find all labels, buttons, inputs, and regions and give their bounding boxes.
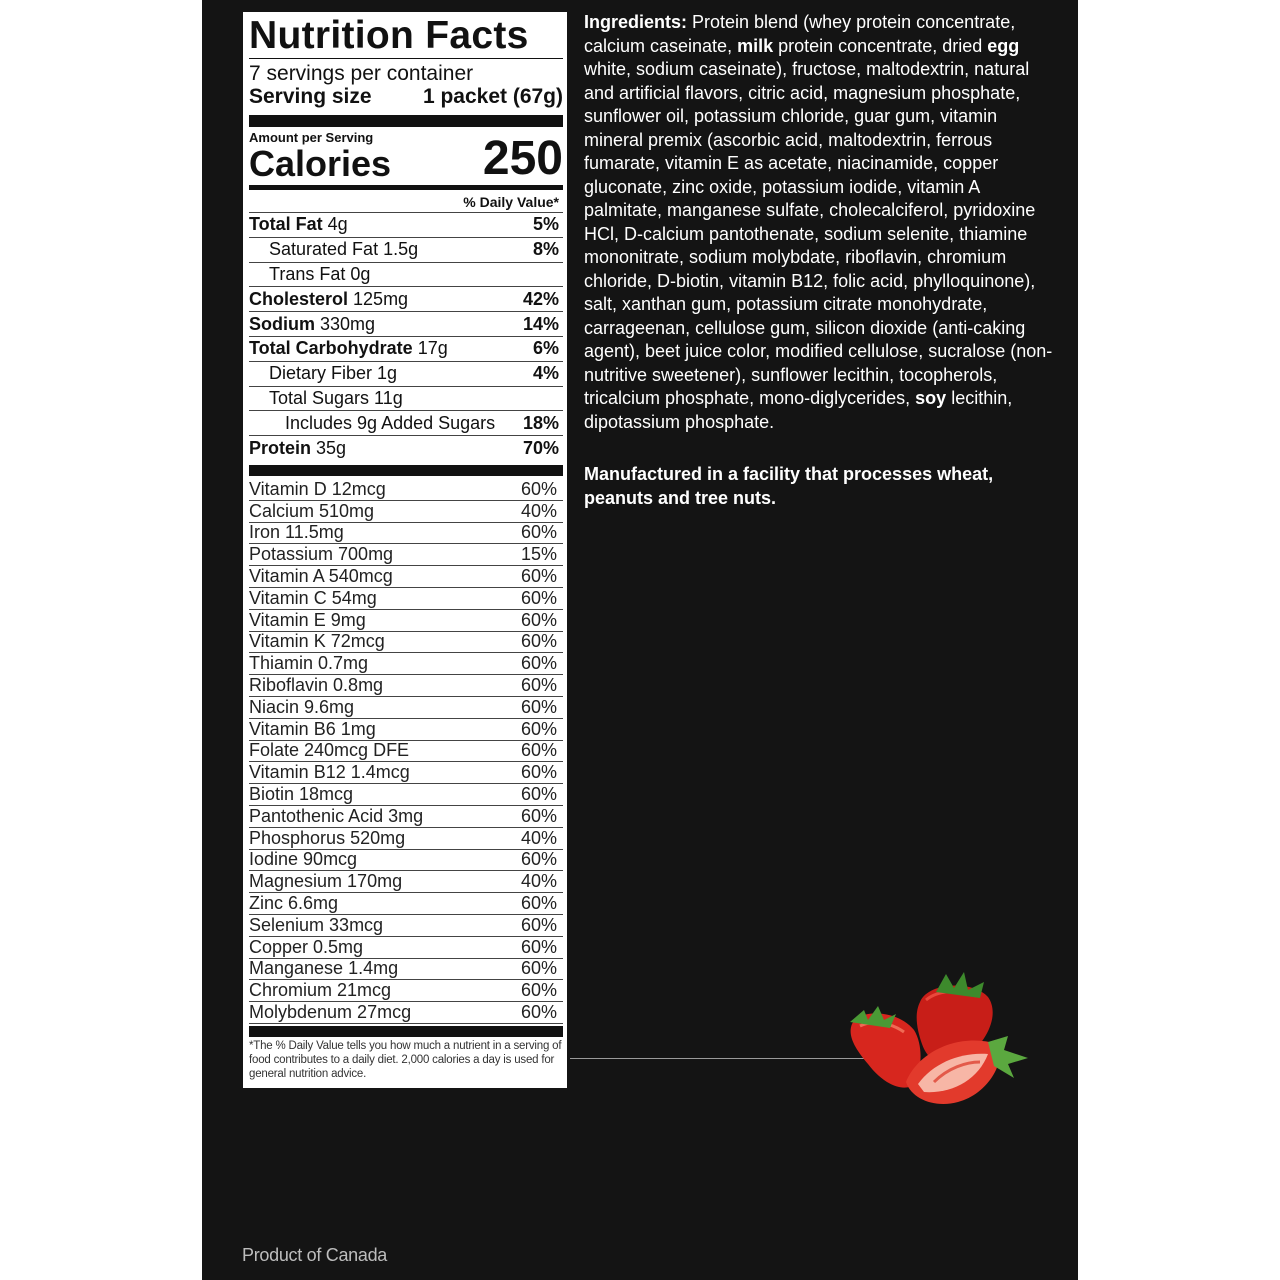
divider (249, 58, 563, 59)
nutrient-amount: 4g (322, 214, 348, 235)
strawberries-image (838, 962, 1038, 1112)
vitamin-label: Vitamin A 540mcg (249, 566, 393, 587)
vitamin-row (249, 632, 563, 654)
vitamin-row (249, 653, 563, 675)
nutrient-label (249, 338, 448, 359)
vitamin-label: Chromium 21mcg (249, 980, 392, 1001)
vitamin-row (249, 501, 563, 523)
vitamin-daily-value: 60% (520, 1002, 557, 1022)
vitamin-label: Phosphorus 520mg (249, 827, 406, 848)
vitamin-label: Vitamin C 54mg (249, 587, 377, 608)
ingredient-emphasis: soy (915, 388, 947, 408)
nutrient-amount: 330mg (315, 313, 376, 334)
vitamin-daily-value: 60% (520, 936, 557, 957)
nutrient-label (249, 388, 403, 409)
vitamin-row (249, 523, 563, 545)
nutrient-name: Total Fat (249, 214, 323, 235)
vitamin-row (249, 828, 563, 850)
nutrient-label (249, 214, 348, 235)
vitamin-row (249, 588, 563, 610)
vitamin-row (249, 479, 563, 501)
vitamin-daily-value: 60% (520, 675, 557, 696)
nutrient-label (249, 264, 370, 285)
nutrition-facts-title: Nutrition Facts (249, 14, 529, 57)
product-origin: Product of Canada (242, 1245, 387, 1265)
nutrient-amount: Trans Fat 0g (269, 263, 371, 284)
vitamin-row (249, 762, 563, 784)
medium-divider (249, 185, 563, 190)
vitamin-label: Magnesium 170mg (249, 871, 403, 892)
vitamin-row (249, 850, 563, 872)
vitamin-row (249, 784, 563, 806)
vitamin-list (249, 479, 563, 1024)
vitamin-daily-value: 60% (520, 980, 557, 1001)
vitamin-daily-value: 60% (520, 762, 557, 783)
nutrient-row (249, 410, 563, 435)
vitamin-label: Riboflavin 0.8mg (249, 675, 384, 696)
vitamin-label: Pantothenic Acid 3mg (249, 805, 424, 826)
vitamin-daily-value: 60% (520, 849, 557, 870)
vitamin-row (249, 610, 563, 632)
nutrient-label (249, 239, 418, 260)
vitamin-daily-value: 60% (520, 631, 557, 652)
nutrient-label (249, 438, 346, 459)
vitamin-label: Biotin 18mcg (249, 784, 354, 805)
nutrient-name: Sodium (249, 313, 315, 334)
vitamin-row (249, 915, 563, 937)
ingredient-emphasis: egg (987, 35, 1020, 56)
nutrient-list (249, 212, 563, 460)
ingredient-text: Protein blend (whey protein concentrate, calcium caseinate, (584, 12, 1016, 56)
vitamin-row (249, 675, 563, 697)
thick-divider (249, 115, 563, 127)
nutrition-facts-label (243, 12, 567, 1088)
vitamin-row (249, 1002, 563, 1024)
nutrient-daily-value: 4% (532, 363, 559, 384)
nutrient-label (249, 314, 375, 335)
nutrient-label (249, 363, 397, 384)
nutrient-amount: 35g (311, 437, 347, 458)
nutrient-amount: Saturated Fat 1.5g (269, 239, 419, 260)
thick-divider (249, 1026, 563, 1037)
nutrient-row (249, 336, 563, 361)
nutrient-label (249, 413, 495, 434)
vitamin-daily-value: 60% (520, 958, 557, 979)
vitamin-label: Molybdenum 27mcg (249, 1002, 412, 1022)
vitamin-daily-value: 60% (520, 696, 557, 717)
calories-value: 250 (482, 132, 563, 185)
vitamin-label: Vitamin D 12mcg (249, 478, 386, 499)
vitamin-row (249, 959, 563, 981)
nutrient-amount: 125mg (348, 288, 409, 309)
vitamin-daily-value: 60% (520, 587, 557, 608)
servings-per-container: 7 servings per container (249, 62, 474, 85)
vitamin-daily-value: 60% (520, 914, 557, 935)
vitamin-label: Vitamin E 9mg (249, 609, 366, 630)
vitamin-label: Thiamin 0.7mg (249, 653, 369, 674)
serving-size-row (249, 85, 563, 109)
vitamin-daily-value: 60% (520, 740, 557, 761)
ingredient-emphasis: Ingredients: (584, 12, 688, 32)
vitamin-row (249, 697, 563, 719)
nutrient-name: Protein (249, 437, 312, 458)
nutrient-label (249, 289, 408, 310)
vitamin-row (249, 544, 563, 566)
serving-size-value: 1 packet (67g) (422, 85, 563, 108)
vitamin-label: Copper 0.5mg (249, 936, 364, 957)
vitamin-daily-value: 15% (520, 544, 557, 565)
vitamin-row (249, 893, 563, 915)
nutrient-name: Cholesterol (249, 288, 349, 309)
nutrient-row (249, 311, 563, 336)
vitamin-label: Selenium 33mcg (249, 914, 384, 935)
nutrient-amount: Total Sugars 11g (269, 387, 403, 408)
vitamin-label: Folate 240mcg DFE (249, 740, 410, 761)
vitamin-label: Manganese 1.4mg (249, 958, 399, 979)
vitamin-daily-value: 60% (520, 609, 557, 630)
thick-divider (249, 465, 563, 476)
vitamin-label: Iodine 90mcg (249, 849, 358, 870)
nutrient-daily-value: 42% (522, 288, 559, 309)
vitamin-daily-value: 60% (520, 893, 557, 914)
vitamin-row (249, 741, 563, 763)
nutrient-row (249, 435, 563, 460)
vitamin-daily-value: 60% (520, 566, 557, 587)
nutrient-row (249, 386, 563, 411)
vitamin-daily-value: 60% (520, 718, 557, 739)
vitamin-daily-value: 60% (520, 805, 557, 826)
vitamin-daily-value: 60% (520, 784, 557, 805)
vitamin-label: Iron 11.5mg (249, 522, 344, 543)
vitamin-row (249, 719, 563, 741)
vitamin-daily-value: 40% (520, 500, 557, 521)
vitamin-daily-value: 60% (520, 478, 557, 499)
vitamin-row (249, 806, 563, 828)
allergen-statement: Manufactured in a facility that processes wheat, peanuts and tree nuts. (584, 464, 994, 508)
vitamin-row (249, 980, 563, 1002)
decorative-line (570, 1058, 870, 1059)
nutrient-row (249, 212, 563, 237)
vitamin-label: Vitamin K 72mcg (249, 631, 385, 652)
vitamin-daily-value: 60% (520, 653, 557, 674)
nutrient-daily-value: 5% (532, 214, 559, 235)
nutrient-daily-value: 70% (522, 437, 559, 458)
nutrient-row (249, 237, 563, 262)
vitamin-row (249, 566, 563, 588)
vitamin-daily-value: 40% (520, 827, 557, 848)
vitamin-label: Niacin 9.6mg (249, 696, 355, 717)
vitamin-daily-value: 40% (520, 871, 557, 892)
vitamin-label: Calcium 510mg (249, 500, 375, 521)
ingredient-text: protein concentrate, dried (773, 35, 988, 56)
ingredient-emphasis: milk (737, 35, 774, 56)
calories-label: Calories (249, 143, 392, 184)
vitamin-label: Vitamin B6 1mg (249, 718, 376, 739)
vitamin-daily-value: 60% (520, 522, 557, 543)
nutrient-daily-value: 8% (532, 239, 559, 260)
serving-size-label: Serving size (249, 85, 372, 108)
vitamin-row (249, 937, 563, 959)
nutrient-daily-value: 6% (532, 338, 559, 359)
nutrient-row (249, 286, 563, 311)
nutrient-name: Total Carbohydrate (249, 338, 413, 359)
daily-value-footnote: *The % Daily Value tells you how much a nutrient in a serving of food contributes to a daily diet. 2,000 calories a day is used for general nutrition advice. (249, 1039, 562, 1080)
nutrient-row (249, 361, 563, 386)
nutrient-amount: Includes 9g Added Sugars (285, 412, 496, 433)
vitamin-label: Potassium 700mg (249, 544, 394, 565)
nutrient-row (249, 262, 563, 287)
nutrient-amount: Dietary Fiber 1g (269, 363, 398, 384)
vitamin-label: Vitamin B12 1.4mcg (249, 762, 410, 783)
ingredient-text: lecithin, dipotassium phosphate. (584, 388, 1013, 432)
ingredients-text (584, 11, 1054, 434)
nutrient-amount: 17g (412, 338, 448, 359)
amount-per-serving: Amount per Serving (249, 130, 374, 145)
daily-value-header: % Daily Value* (463, 194, 559, 210)
vitamin-row (249, 871, 563, 893)
nutrient-daily-value: 18% (522, 412, 559, 433)
nutrient-daily-value: 14% (522, 313, 559, 334)
vitamin-label: Zinc 6.6mg (249, 893, 339, 914)
ingredient-text: white, sodium caseinate), fructose, maltodextrin, natural and artificial flavors, citric acid, magnesium phosphate, sunflower oil, potassium chloride, guar gum, vitamin mineral premix (ascorbic acid, maltodextrin, ferrous fumarate, vitamin E as acetate, niacinamide, copper gluconate, zinc oxide, potassium iodide, vitamin A palmitate, manganese sulfate, cholecalciferol, pyridoxine HCl, D-calcium pantothenate, sodium selenite, thiamine mononitrate, sodium molybdate, riboflavin, chromium chloride, D-biotin, vitamin B12, folic acid, phylloquinone), salt, xanthan gum, potassium citrate monohydrate, carrageenan, cellulose gum, silicon dioxide (anti-caking agent), beet juice color, modified cellulose, sucralose (non-nutritive sweetener), sunflower lecithin, tocopherols, tricalcium phosphate, mono-diglycerides, (584, 59, 1053, 408)
